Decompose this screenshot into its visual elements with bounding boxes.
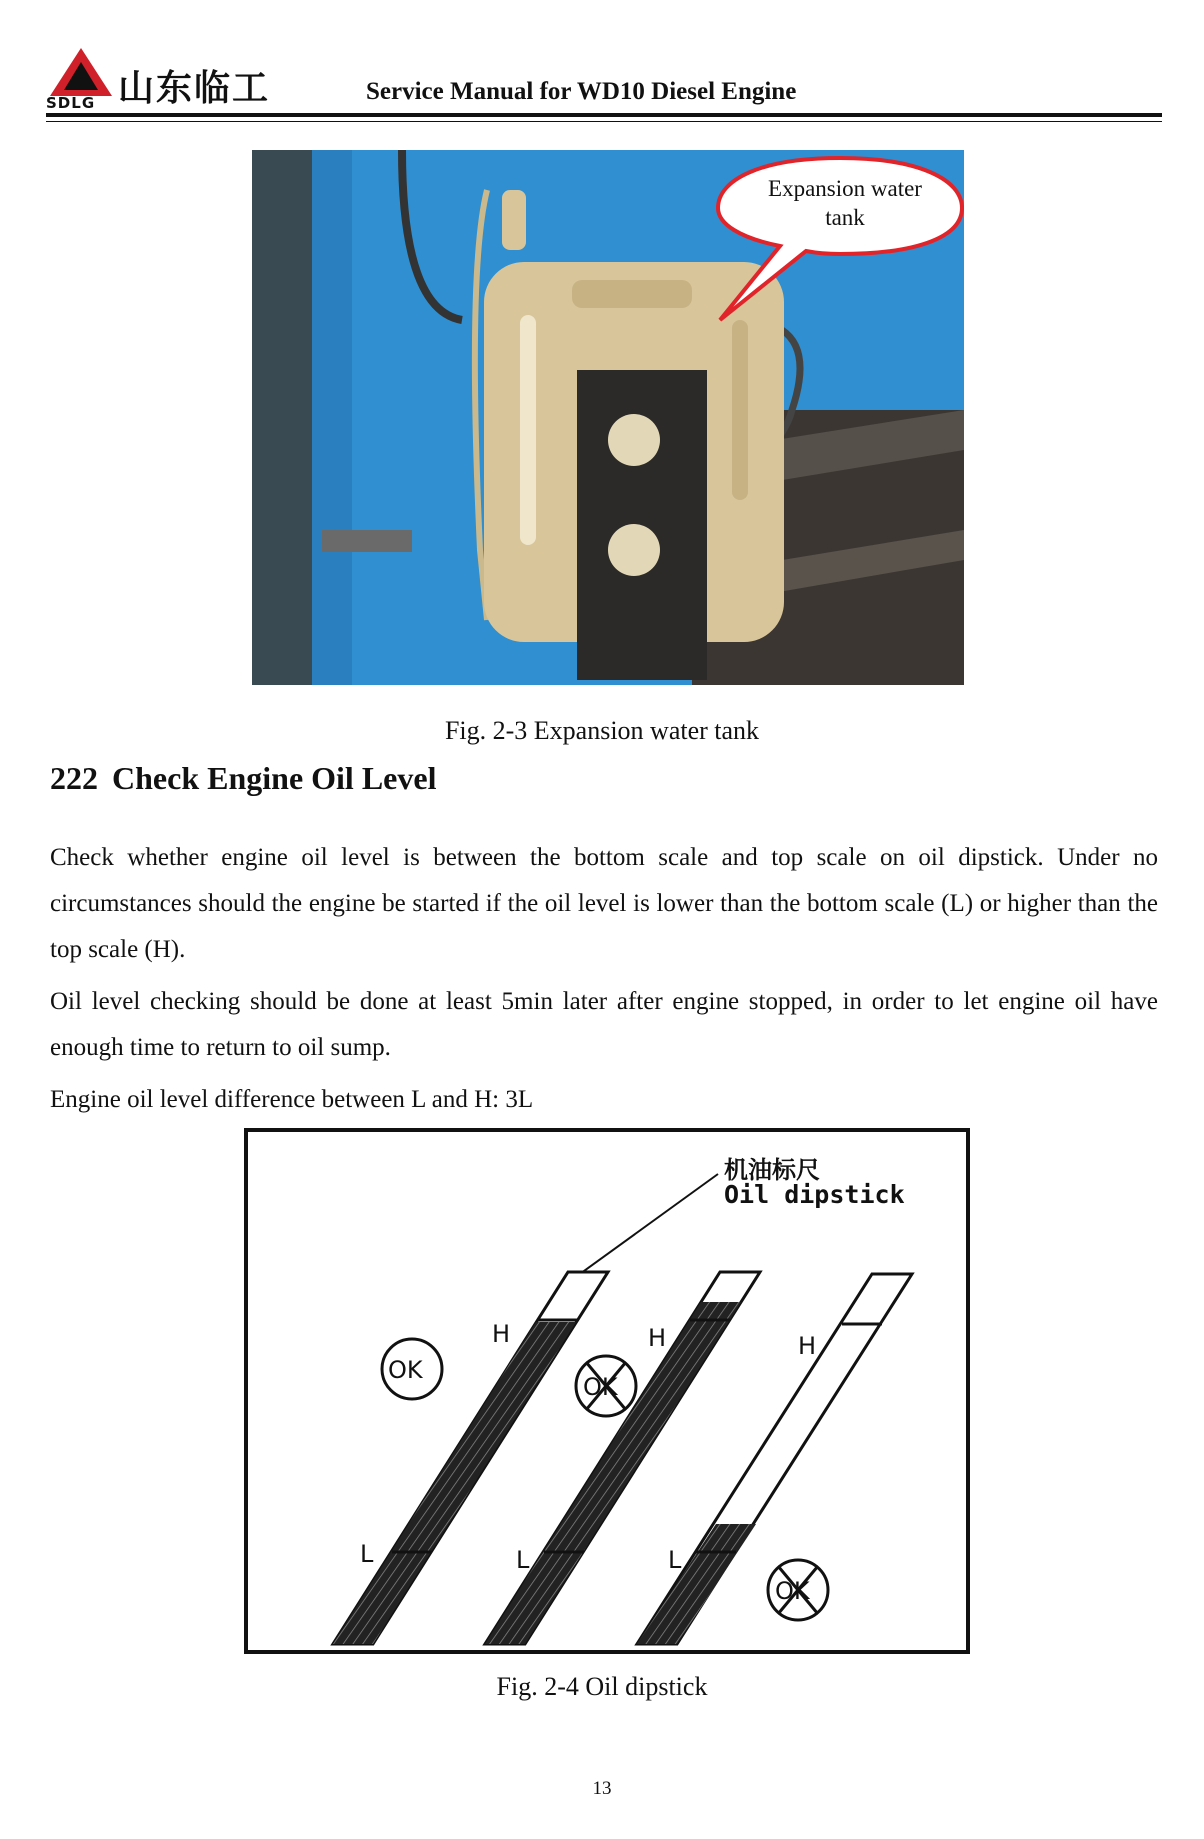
logo-text: 山东临工 — [118, 68, 271, 109]
ok-label: OK — [388, 1356, 423, 1384]
header-rule-thin — [46, 121, 1162, 122]
dipstick-label-cn: 机油标尺 — [724, 1156, 820, 1184]
not-ok-label-1: OK — [583, 1373, 618, 1401]
header-title: Service Manual for WD10 Diesel Engine — [366, 78, 797, 105]
not-ok-label-2: OK — [775, 1577, 810, 1605]
figure-caption-1: Fig. 2-3 Expansion water tank — [444, 716, 760, 745]
section-title: Check Engine Oil Level — [112, 760, 437, 796]
paragraph-1: Check whether engine oil level is between the bottom scale and top scale on oil dipstick. Under no circumstances should the engine be started if the oil level is lower than the bottom scale (L) or higher than the top scale (H). — [50, 844, 1158, 963]
header-rule — [46, 113, 1162, 117]
paragraph-3: Engine oil level difference between L and H: 3L — [50, 1086, 534, 1113]
callout-line-1: Expansion water — [768, 176, 922, 201]
section-heading — [50, 760, 436, 797]
mark-h-1: H — [492, 1320, 511, 1348]
page-number: 13 — [592, 1778, 612, 1799]
callout-line-2: tank — [825, 205, 865, 230]
mark-l-2: L — [516, 1546, 530, 1574]
mark-h-3: H — [798, 1332, 817, 1360]
section-number: 222 — [50, 760, 98, 796]
dipstick-label-en: Oil dipstick — [724, 1180, 905, 1209]
paragraph-2: Oil level checking should be done at least 5min later after engine stopped, in order to let engine oil have enough time to return to oil sump. — [50, 988, 1158, 1061]
mark-l-1: L — [360, 1540, 374, 1568]
mark-h-2: H — [648, 1324, 667, 1352]
logo-sub-text: SDLG — [46, 94, 96, 112]
mark-l-3: L — [668, 1546, 682, 1574]
figure-caption-2: Fig. 2-4 Oil dipstick — [496, 1672, 708, 1701]
